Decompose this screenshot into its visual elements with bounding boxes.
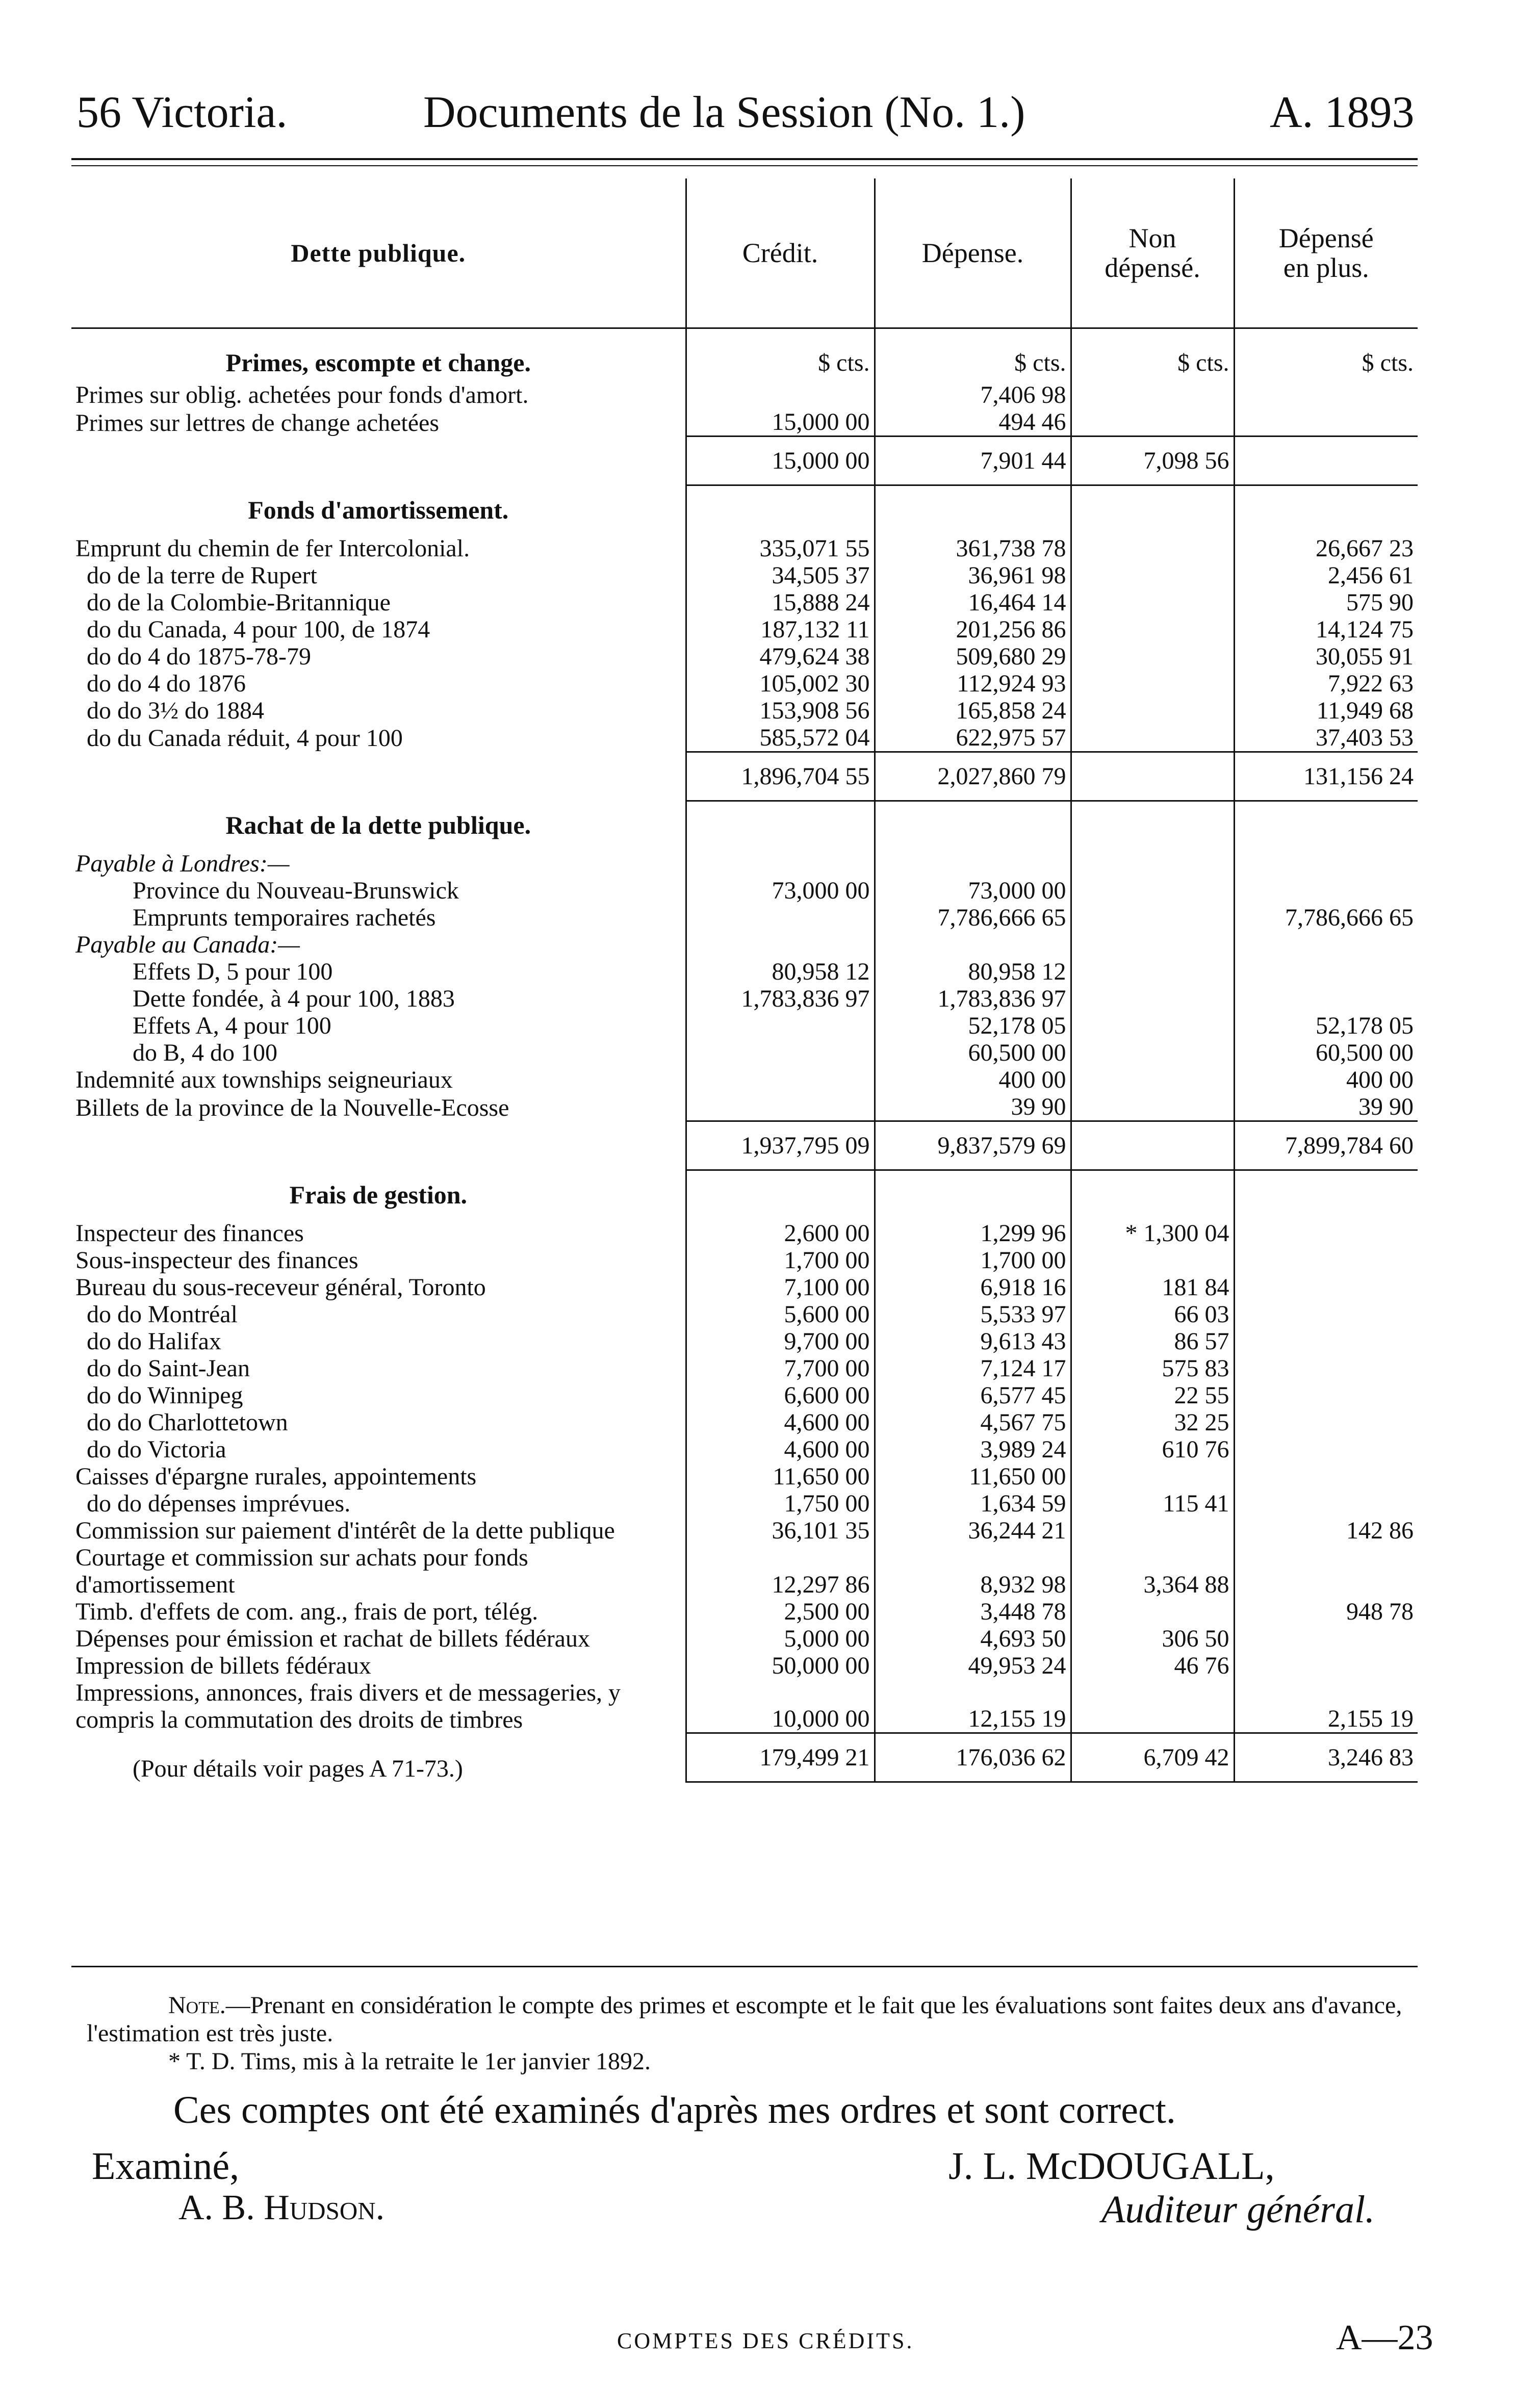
- row-label: Impression de billets fédéraux: [75, 1652, 371, 1679]
- auditor-title: Auditeur général.: [1101, 2188, 1375, 2231]
- table-row: [71, 562, 1418, 589]
- row-label: do do 4 do 1875-78-79: [87, 643, 311, 670]
- credit-cell: 34,505 37: [686, 562, 875, 589]
- total-depense: 7,901 44: [875, 436, 1071, 485]
- en-plus-cell: [1234, 1301, 1418, 1328]
- table-row: [71, 1490, 1418, 1517]
- depense-cell: 5,533 97: [875, 1301, 1071, 1328]
- non-depense-cell: 46 76: [1071, 1652, 1234, 1679]
- row-label: Province du Nouveau-Brunswick: [133, 877, 459, 904]
- en-plus-cell: [1234, 1328, 1418, 1355]
- depense-column-header: Dépense.: [875, 178, 1071, 328]
- en-plus-cell: [1234, 1220, 1418, 1247]
- non-depense-cell: 575 83: [1071, 1355, 1234, 1382]
- examiner-name: A. B. Hudson.: [178, 2188, 385, 2227]
- en-plus-cell: [1234, 1355, 1418, 1382]
- section-title: Frais de gestion.: [289, 1180, 468, 1209]
- total-credit: 15,000 00: [686, 436, 875, 485]
- footnote: * T. D. Tims, mis à la retraite le 1er janvier 1892.: [168, 2048, 651, 2075]
- depense-cell: 1,783,836 97: [875, 985, 1071, 1012]
- row-label: Inspecteur des finances: [75, 1219, 304, 1247]
- column-header-row: [71, 178, 1418, 328]
- credit-cell: 4,600 00: [686, 1436, 875, 1463]
- en-plus-cell: [1234, 1247, 1418, 1274]
- en-plus-cell: [1234, 985, 1418, 1012]
- credit-cell: 187,132 11: [686, 616, 875, 643]
- row-label: Primes sur lettres de change achetées: [75, 409, 440, 436]
- table-row: [71, 1274, 1418, 1301]
- credit-cell: [686, 1039, 875, 1066]
- depense-cell: 36,244 21: [875, 1517, 1071, 1544]
- depense-cell: 6,577 45: [875, 1382, 1071, 1409]
- row-label: do du Canada, 4 pour 100, de 1874: [87, 615, 430, 643]
- subheading-row: [71, 931, 1418, 958]
- en-plus-cell: [1234, 1436, 1418, 1463]
- credit-cell: 12,297 86: [686, 1544, 875, 1598]
- depense-cell: 3,989 24: [875, 1436, 1071, 1463]
- credit-cell: 7,100 00: [686, 1274, 875, 1301]
- section-primes-row: [71, 329, 1418, 381]
- table-row: [71, 1066, 1418, 1093]
- en-plus-cell: [1234, 1274, 1418, 1301]
- credit-cell: 50,000 00: [686, 1652, 875, 1679]
- section-fonds-row: [71, 485, 1418, 535]
- table-row: [71, 1301, 1418, 1328]
- credit-cell: 1,700 00: [686, 1247, 875, 1274]
- header-right: A. 1893: [1270, 88, 1415, 137]
- credit-cell: 2,500 00: [686, 1598, 875, 1625]
- total-non-depense: [1071, 1121, 1234, 1170]
- depense-cell: 11,650 00: [875, 1463, 1071, 1490]
- depense-cell: 7,786,666 65: [875, 904, 1071, 931]
- depense-cell: 201,256 86: [875, 616, 1071, 643]
- table-row: [71, 985, 1418, 1012]
- table-row: [71, 697, 1418, 724]
- row-label: do do Halifax: [87, 1327, 221, 1355]
- en-plus-cell: 2,456 61: [1234, 562, 1418, 589]
- non-depense-cell: 181 84: [1071, 1274, 1234, 1301]
- credit-cell: 105,002 30: [686, 670, 875, 697]
- row-label: do du Canada réduit, 4 pour 100: [87, 725, 403, 752]
- credit-cell: [686, 904, 875, 931]
- depense-cell: 1,700 00: [875, 1247, 1071, 1274]
- en-plus-cell: [1234, 1382, 1418, 1409]
- non-depense-cell: [1071, 1463, 1234, 1490]
- row-label: do do 3½ do 1884: [87, 697, 264, 724]
- non-depense-column-header: Non dépensé.: [1071, 178, 1234, 328]
- en-plus-cell: 142 86: [1234, 1517, 1418, 1544]
- en-plus-cell: [1234, 1463, 1418, 1490]
- credit-cell: 335,071 55: [686, 535, 875, 562]
- row-label: Effets A, 4 pour 100: [133, 1012, 331, 1039]
- depense-cell: 60,500 00: [875, 1039, 1071, 1066]
- row-label: do de la terre de Rupert: [87, 561, 317, 589]
- row-label: Emprunt du chemin de fer Intercolonial.: [75, 534, 470, 562]
- total-en-plus: 3,246 83: [1234, 1733, 1418, 1782]
- depense-cell: 4,567 75: [875, 1409, 1071, 1436]
- header-rule-thin: [71, 165, 1418, 166]
- depense-cell: 73,000 00: [875, 877, 1071, 904]
- credit-cell: 11,650 00: [686, 1463, 875, 1490]
- header-left: 56 Victoria.: [76, 88, 288, 137]
- depense-cell: 361,738 78: [875, 535, 1071, 562]
- en-plus-cell: [1234, 877, 1418, 904]
- table-row: [71, 1220, 1418, 1247]
- en-plus-cell: 26,667 23: [1234, 535, 1418, 562]
- non-depense-cell: 610 76: [1071, 1436, 1234, 1463]
- credit-cell: 2,600 00: [686, 1220, 875, 1247]
- depense-cell: 80,958 12: [875, 958, 1071, 985]
- en-plus-cell: 7,922 63: [1234, 670, 1418, 697]
- non-depense-cell: 22 55: [1071, 1382, 1234, 1409]
- total-credit: 1,896,704 55: [686, 752, 875, 801]
- en-plus-cell: 37,403 53: [1234, 724, 1418, 752]
- credit-cell: 5,600 00: [686, 1301, 875, 1328]
- table-row: [71, 589, 1418, 616]
- depense-cell: 1,634 59: [875, 1490, 1071, 1517]
- details-note: (Pour détails voir pages A 71-73.): [133, 1755, 463, 1782]
- row-label: do do Charlottetown: [87, 1408, 288, 1436]
- row-label: Caisses d'épargne rurales, appointements: [75, 1462, 477, 1490]
- total-row: [71, 436, 1418, 485]
- depense-cell: 49,953 24: [875, 1652, 1071, 1679]
- en-plus-cell: 39 90: [1234, 1093, 1418, 1121]
- en-plus-cell: 52,178 05: [1234, 1012, 1418, 1039]
- unit-label: $ cts.: [1071, 329, 1234, 381]
- table-row: [71, 1679, 1418, 1733]
- credit-cell: 1,783,836 97: [686, 985, 875, 1012]
- ledger-table: [71, 178, 1418, 1783]
- credit-cell: 15,000 00: [686, 408, 875, 436]
- depense-cell: 3,448 78: [875, 1598, 1071, 1625]
- depense-cell: 4,693 50: [875, 1625, 1071, 1652]
- row-label: Bureau du sous-receveur général, Toronto: [75, 1273, 486, 1301]
- non-depense-cell: * 1,300 04: [1071, 1220, 1234, 1247]
- depense-cell: 16,464 14: [875, 589, 1071, 616]
- non-depense-cell: 3,364 88: [1071, 1544, 1234, 1598]
- table-row: [71, 643, 1418, 670]
- credit-cell: 1,750 00: [686, 1490, 875, 1517]
- table-row: [71, 1409, 1418, 1436]
- table-row: [71, 877, 1418, 904]
- credit-cell: 80,958 12: [686, 958, 875, 985]
- depense-cell: 622,975 57: [875, 724, 1071, 752]
- en-plus-cell: 7,786,666 65: [1234, 904, 1418, 931]
- depense-cell: 36,961 98: [875, 562, 1071, 589]
- row-label: Emprunts temporaires rachetés: [133, 904, 436, 931]
- depense-cell: 8,932 98: [875, 1544, 1071, 1598]
- row-label: Courtage et commission sur achats pour fonds d'amortissement: [75, 1544, 528, 1598]
- section-title: Primes, escompte et change.: [225, 348, 531, 377]
- row-label: Dette fondée, à 4 pour 100, 1883: [133, 985, 455, 1012]
- row-label: Timb. d'effets de com. ang., frais de port, télég.: [75, 1598, 538, 1625]
- en-plus-cell: [1234, 1544, 1418, 1598]
- table-row: [71, 958, 1418, 985]
- row-label: Indemnité aux townships seigneuriaux: [75, 1066, 453, 1093]
- statement: Ces comptes ont été examinés d'après mes ordres et sont correct.: [173, 2089, 1176, 2132]
- note-block: [87, 1991, 1433, 2075]
- row-label: do do dépenses imprévues.: [87, 1490, 351, 1517]
- non-depense-cell: [1071, 1247, 1234, 1274]
- table-row: [71, 1436, 1418, 1463]
- table-row: [71, 1625, 1418, 1652]
- credit-cell: 153,908 56: [686, 697, 875, 724]
- en-plus-cell: 14,124 75: [1234, 616, 1418, 643]
- table-row: [71, 408, 1418, 436]
- non-depense-cell: 66 03: [1071, 1301, 1234, 1328]
- non-depense-cell: [1071, 1598, 1234, 1625]
- row-label: Sous-inspecteur des finances: [75, 1246, 358, 1274]
- table-row: [71, 1247, 1418, 1274]
- depense-cell: 400 00: [875, 1066, 1071, 1093]
- table-row: [71, 381, 1418, 408]
- row-label: do do Winnipeg: [87, 1381, 243, 1409]
- subheading-row: [71, 850, 1418, 877]
- total-depense: 2,027,860 79: [875, 752, 1071, 801]
- total-depense: 9,837,579 69: [875, 1121, 1071, 1170]
- en-plus-cell: 60,500 00: [1234, 1039, 1418, 1066]
- total-row: [71, 1733, 1418, 1782]
- depense-cell: 52,178 05: [875, 1012, 1071, 1039]
- total-non-depense: 7,098 56: [1071, 436, 1234, 485]
- credit-cell: 73,000 00: [686, 877, 875, 904]
- en-plus-cell: 948 78: [1234, 1598, 1418, 1625]
- depense-cell: 7,406 98: [875, 381, 1071, 408]
- total-non-depense: [1071, 752, 1234, 801]
- credit-column-header: Crédit.: [686, 178, 875, 328]
- total-row: [71, 1121, 1418, 1170]
- depense-cell: 6,918 16: [875, 1274, 1071, 1301]
- table-row: [71, 1517, 1418, 1544]
- en-plus-column-header: Dépensé en plus.: [1234, 178, 1418, 328]
- footer-title: COMPTES DES CRÉDITS.: [617, 2328, 914, 2353]
- table-row: [71, 1463, 1418, 1490]
- table-row: [71, 670, 1418, 697]
- unit-label: $ cts.: [875, 329, 1071, 381]
- en-plus-cell: 2,155 19: [1234, 1679, 1418, 1733]
- table-bottom-rule: [71, 1966, 1418, 1967]
- depense-cell: 165,858 24: [875, 697, 1071, 724]
- section-title: Rachat de la dette publique.: [225, 811, 531, 839]
- header-center: Documents de la Session (No. 1.): [423, 88, 1025, 137]
- table-row: [71, 1093, 1418, 1121]
- examine-label: Examiné,: [92, 2145, 240, 2188]
- credit-cell: 5,000 00: [686, 1625, 875, 1652]
- total-non-depense: 6,709 42: [1071, 1733, 1234, 1782]
- header-rule: [71, 158, 1418, 160]
- unit-label: $ cts.: [686, 329, 875, 381]
- credit-cell: 4,600 00: [686, 1409, 875, 1436]
- en-plus-cell: [1234, 1409, 1418, 1436]
- total-en-plus: 7,899,784 60: [1234, 1121, 1418, 1170]
- credit-cell: 15,888 24: [686, 589, 875, 616]
- depense-cell: 1,299 96: [875, 1220, 1071, 1247]
- credit-cell: 6,600 00: [686, 1382, 875, 1409]
- non-depense-cell: 115 41: [1071, 1490, 1234, 1517]
- en-plus-cell: 30,055 91: [1234, 643, 1418, 670]
- row-label: do B, 4 do 100: [133, 1039, 278, 1066]
- depense-cell: 112,924 93: [875, 670, 1071, 697]
- credit-cell: [686, 1093, 875, 1121]
- credit-cell: 36,101 35: [686, 1517, 875, 1544]
- en-plus-cell: [1234, 958, 1418, 985]
- subheading-canada: Payable au Canada:—: [75, 931, 300, 958]
- table-row: [71, 1544, 1418, 1598]
- section-title: Fonds d'amortissement.: [248, 495, 509, 524]
- row-label: Effets D, 5 pour 100: [133, 958, 333, 985]
- table-row: [71, 1039, 1418, 1066]
- credit-cell: 7,700 00: [686, 1355, 875, 1382]
- auditor-name: J. L. McDOUGALL,: [948, 2145, 1275, 2188]
- credit-cell: 10,000 00: [686, 1679, 875, 1733]
- unit-label: $ cts.: [1234, 329, 1418, 381]
- depense-cell: 12,155 19: [875, 1679, 1071, 1733]
- depense-cell: 39 90: [875, 1093, 1071, 1121]
- page-number: A—23: [1336, 2318, 1433, 2357]
- en-plus-cell: [1234, 1625, 1418, 1652]
- label-column-header: Dette publique.: [291, 239, 466, 267]
- non-depense-cell: 86 57: [1071, 1328, 1234, 1355]
- row-label: do de la Colombie-Britannique: [87, 588, 391, 616]
- credit-cell: 585,572 04: [686, 724, 875, 752]
- row-label: Dépenses pour émission et rachat de billets fédéraux: [75, 1625, 590, 1652]
- credit-cell: 479,624 38: [686, 643, 875, 670]
- table-row: [71, 616, 1418, 643]
- subheading-londres: Payable à Londres:—: [75, 850, 290, 877]
- total-depense: 176,036 62: [875, 1733, 1071, 1782]
- depense-cell: 509,680 29: [875, 643, 1071, 670]
- table-row: [71, 1328, 1418, 1355]
- table-row: [71, 1355, 1418, 1382]
- row-label: Primes sur oblig. achetées pour fonds d'amort.: [75, 381, 529, 408]
- non-depense-cell: [1071, 1679, 1234, 1733]
- credit-cell: 9,700 00: [686, 1328, 875, 1355]
- non-depense-cell: [1071, 1517, 1234, 1544]
- table-row: [71, 1012, 1418, 1039]
- row-label: Billets de la province de la Nouvelle-Ecosse: [75, 1094, 509, 1121]
- total-credit: 1,937,795 09: [686, 1121, 875, 1170]
- row-label: do do Montréal: [87, 1300, 238, 1328]
- row-label: do do 4 do 1876: [87, 670, 246, 697]
- table-row: [71, 535, 1418, 562]
- credit-cell: [686, 1012, 875, 1039]
- note-text: —Prenant en considération le compte des primes et escompte et le fait que les évaluations sont faites deux ans d'avance, l'estimation est très juste.: [87, 1992, 1402, 2047]
- depense-cell: 9,613 43: [875, 1328, 1071, 1355]
- row-label: do do Victoria: [87, 1435, 226, 1463]
- depense-cell: 7,124 17: [875, 1355, 1071, 1382]
- section-frais-row: [71, 1170, 1418, 1220]
- en-plus-cell: 400 00: [1234, 1066, 1418, 1093]
- total-en-plus: 131,156 24: [1234, 752, 1418, 801]
- non-depense-cell: 306 50: [1071, 1625, 1234, 1652]
- total-credit: 179,499 21: [686, 1733, 875, 1782]
- table-row: [71, 1598, 1418, 1625]
- table-row: [71, 904, 1418, 931]
- credit-cell: [686, 381, 875, 408]
- row-label: do do Saint-Jean: [87, 1354, 250, 1382]
- non-depense-cell: 32 25: [1071, 1409, 1234, 1436]
- note-label: Note.: [168, 1992, 226, 2019]
- depense-cell: 494 46: [875, 408, 1071, 436]
- total-en-plus: [1234, 436, 1418, 485]
- en-plus-cell: 575 90: [1234, 589, 1418, 616]
- en-plus-cell: [1234, 1490, 1418, 1517]
- table-row: [71, 724, 1418, 752]
- en-plus-cell: 11,949 68: [1234, 697, 1418, 724]
- en-plus-cell: [1234, 1652, 1418, 1679]
- section-rachat-row: [71, 801, 1418, 850]
- row-label: Commission sur paiement d'intérêt de la dette publique: [75, 1517, 615, 1544]
- credit-cell: [686, 1066, 875, 1093]
- row-label: Impressions, annonces, frais divers et de messageries, y compris la commutation des droits de timbres: [75, 1679, 621, 1733]
- table-row: [71, 1652, 1418, 1679]
- total-row: [71, 752, 1418, 801]
- table-row: [71, 1382, 1418, 1409]
